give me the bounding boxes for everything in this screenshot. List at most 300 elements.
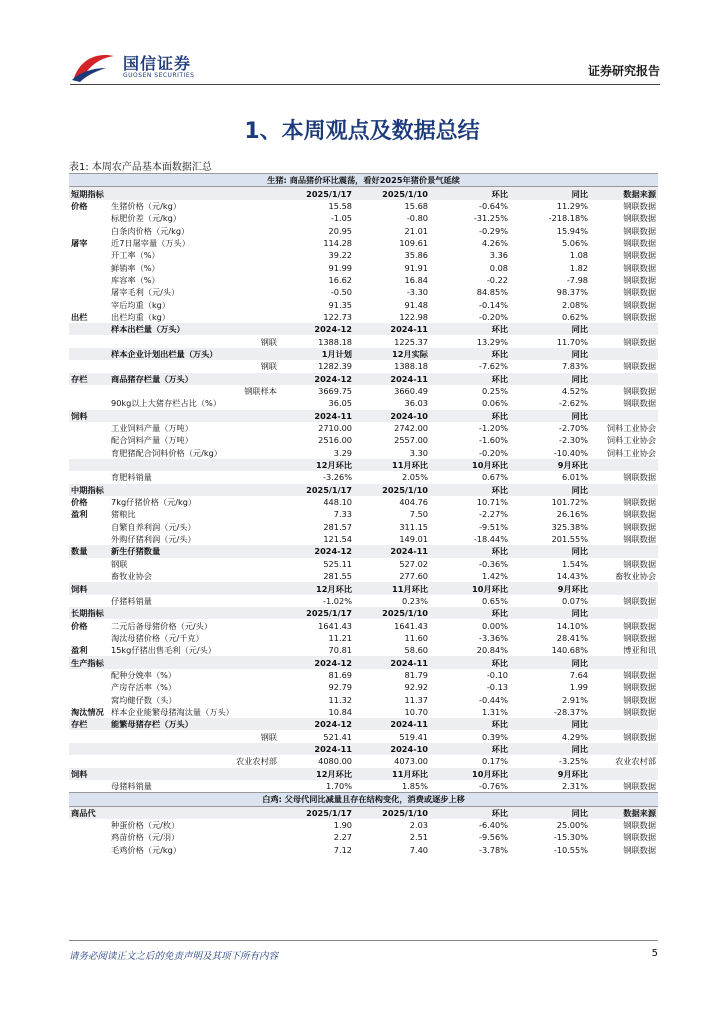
footer-divider <box>69 940 658 941</box>
table-row <box>69 261 658 273</box>
cell-mom: 环比 <box>430 743 510 755</box>
cell-yoy: 101.72% <box>551 497 588 508</box>
table-row <box>69 533 658 545</box>
cell-mom: 10.71% <box>476 497 508 508</box>
table-row <box>69 508 658 520</box>
cell-category: 商品代 <box>69 806 109 819</box>
cell-category <box>69 743 109 755</box>
cell-source: 钢联数据 <box>623 497 657 508</box>
cell-source <box>590 768 658 780</box>
cell-previous: -3.30 <box>406 287 428 298</box>
cell-mom: 10月环比 <box>430 582 510 594</box>
table-caption: 表1: 本周农产品基本面数据汇总 <box>69 162 212 173</box>
cell-category <box>69 730 109 742</box>
cell-yoy: 98.37% <box>556 287 588 298</box>
cell-category <box>69 831 109 843</box>
cell-yoy: 同比 <box>510 743 590 755</box>
table-row <box>69 311 658 323</box>
cell-current: -0.50 <box>330 287 352 298</box>
cell-previous: 2024-11 <box>354 545 430 557</box>
section-banner-row <box>69 174 658 187</box>
cell-source <box>590 348 658 360</box>
cell-previous: 2025/1/10 <box>354 187 430 200</box>
cell-source: 钢联数据 <box>623 262 657 273</box>
cell-indicator: 猪粮比 <box>111 509 136 520</box>
cell-indicator: 母猪料销量 <box>111 781 152 792</box>
cell-current: 11.21 <box>328 632 352 643</box>
table-row <box>69 447 658 459</box>
cell-mom: 0.65% <box>481 595 508 606</box>
cell-previous: 92.92 <box>404 682 428 693</box>
table-row <box>69 249 658 261</box>
cell-current: 1388.18 <box>318 336 352 347</box>
cell-category <box>69 533 109 545</box>
cell-mom: 环比 <box>430 545 510 557</box>
cell-indicator: 畜牧业协会 <box>111 571 152 582</box>
cell-indicator: 钢联 <box>260 336 277 347</box>
cell-source: 钢联数据 <box>623 361 657 372</box>
table-row <box>69 434 658 446</box>
cell-mom: -3.78% <box>479 844 508 855</box>
cell-previous: 527.02 <box>399 558 428 569</box>
cell-previous: 7.40 <box>409 844 428 855</box>
cell-mom: 环比 <box>430 323 510 335</box>
cell-current: 1641.43 <box>318 620 352 631</box>
cell-source <box>590 656 658 668</box>
cell-current: 2024-12 <box>279 323 354 335</box>
cell-current: -1.02% <box>323 595 352 606</box>
cell-yoy: 1.82 <box>569 262 588 273</box>
cell-previous: 109.61 <box>399 237 428 248</box>
cell-indicator: 生猪价格（元/kg） <box>111 200 182 211</box>
cell-indicator: 窝均健仔数（头） <box>111 694 177 705</box>
cell-yoy: 同比 <box>510 187 590 200</box>
cell-mom: 环比 <box>430 806 510 819</box>
cell-category: 出栏 <box>71 311 88 322</box>
cell-indicator <box>109 607 279 619</box>
cell-indicator: 鲜销率（%） <box>111 262 160 273</box>
cell-category: 长期指标 <box>69 607 109 619</box>
cell-yoy: 同比 <box>510 545 590 557</box>
cell-indicator: 近7日屠宰量（万头） <box>111 237 190 248</box>
table-row <box>69 619 658 631</box>
cell-yoy: 7.64 <box>569 669 588 680</box>
cell-category: 饲料 <box>69 410 109 422</box>
cell-yoy: 14.10% <box>556 620 588 631</box>
cell-yoy: 15.94% <box>556 225 588 236</box>
cell-category <box>69 274 109 286</box>
cell-indicator: 宰后均重（kg） <box>111 299 171 310</box>
cell-yoy: 同比 <box>510 323 590 335</box>
cell-indicator: 毛鸡价格（元/kg） <box>111 844 182 855</box>
table-row <box>69 706 658 718</box>
cell-category <box>69 819 109 831</box>
cell-current: 2025/1/17 <box>279 187 354 200</box>
cell-yoy: 7.83% <box>561 361 588 372</box>
table-row <box>69 521 658 533</box>
page-header <box>70 50 660 86</box>
cell-mom: -1.20% <box>479 423 508 434</box>
cell-mom: 20.84% <box>476 645 508 656</box>
cell-yoy: 2.31% <box>561 781 588 792</box>
cell-source: 钢联数据 <box>623 336 657 347</box>
cell-category <box>69 335 109 347</box>
cell-mom: 10月环比 <box>430 768 510 780</box>
cell-current: 281.55 <box>323 571 352 582</box>
cell-mom: 环比 <box>430 484 510 496</box>
cell-source <box>590 743 658 755</box>
cell-current: 7.33 <box>333 509 352 520</box>
cell-previous: 11月环比 <box>354 459 430 471</box>
cell-current: 70.81 <box>328 645 352 656</box>
cell-previous: 81.79 <box>404 669 428 680</box>
cell-category <box>69 348 109 360</box>
cell-current: 16.62 <box>328 274 352 285</box>
cell-mom: -0.44% <box>479 694 508 705</box>
cell-mom: 环比 <box>430 607 510 619</box>
cell-previous: 122.98 <box>399 311 428 322</box>
cell-current: -3.26% <box>323 472 352 483</box>
cell-indicator: 育肥料销量 <box>111 472 152 483</box>
cell-previous: 0.23% <box>401 595 428 606</box>
table-row <box>69 224 658 236</box>
cell-category: 淘汰情况 <box>71 706 104 717</box>
cell-source: 钢联数据 <box>623 472 657 483</box>
cell-previous: 4073.00 <box>394 756 428 767</box>
table-row <box>69 558 658 570</box>
cell-category: 短期指标 <box>69 187 109 200</box>
cell-mom: -0.76% <box>479 781 508 792</box>
cell-category: 价格 <box>71 620 88 631</box>
header-divider <box>70 84 660 85</box>
cell-previous: 2.51 <box>409 832 428 843</box>
cell-category: 价格 <box>71 200 88 211</box>
cell-source: 钢联数据 <box>623 521 657 532</box>
cell-source: 钢联数据 <box>623 200 657 211</box>
cell-category <box>69 249 109 261</box>
cell-source: 饲料工业协会 <box>606 423 657 434</box>
cell-category <box>69 780 109 793</box>
disclaimer-note: 请务必阅读正文之后的免责声明及其项下所有内容 <box>69 951 279 962</box>
cell-indicator <box>109 806 279 819</box>
cell-mom: -0.29% <box>479 225 508 236</box>
cell-mom: -31.25% <box>473 213 508 224</box>
cell-previous: 91.48 <box>404 299 428 310</box>
cell-previous: 16.84 <box>404 274 428 285</box>
cell-yoy: 201.55% <box>551 534 588 545</box>
cell-previous: 2024-11 <box>354 718 430 730</box>
cell-current: 1.70% <box>325 781 352 792</box>
table-row <box>69 844 658 856</box>
table-row <box>69 496 658 508</box>
cell-previous: 2024-10 <box>354 743 430 755</box>
logo-icon <box>70 50 118 84</box>
cell-previous: 2557.00 <box>394 435 428 446</box>
cell-mom: 环比 <box>430 187 510 200</box>
table-row <box>69 570 658 582</box>
cell-previous: 149.01 <box>399 534 428 545</box>
table-row <box>69 780 658 793</box>
cell-yoy: -2.62% <box>559 398 588 409</box>
cell-indicator: 育肥猪配合饲料价格（元/kg） <box>111 447 222 458</box>
cell-mom: 1.42% <box>481 571 508 582</box>
cell-current: 121.54 <box>323 534 352 545</box>
cell-current: 3.29 <box>333 447 352 458</box>
cell-current: 92.79 <box>328 682 352 693</box>
cell-yoy: 同比 <box>510 656 590 668</box>
table-row <box>69 397 658 409</box>
cell-previous: 2024-11 <box>354 656 430 668</box>
cell-previous: 58.60 <box>404 645 428 656</box>
table-header-row <box>69 582 658 594</box>
cell-yoy: 140.68% <box>551 645 588 656</box>
cell-mom: -9.56% <box>479 832 508 843</box>
table-header-row <box>69 373 658 385</box>
table-row <box>69 274 658 286</box>
cell-previous: 1641.43 <box>394 620 428 631</box>
logo-text-en: GUOSEN SECURITIES <box>123 72 195 79</box>
cell-source: 钢联数据 <box>623 213 657 224</box>
cell-indicator <box>109 410 279 422</box>
cell-mom: -18.44% <box>473 534 508 545</box>
cell-current: 12月环比 <box>279 459 354 471</box>
cell-indicator: 配种分娩率（%） <box>111 669 177 680</box>
cell-yoy: 同比 <box>510 484 590 496</box>
cell-indicator: 钢联 <box>260 731 277 742</box>
table-header-row <box>69 806 658 819</box>
cell-previous: 91.91 <box>404 262 428 273</box>
table-row <box>69 730 658 742</box>
cell-indicator: 钢联 <box>260 361 277 372</box>
cell-previous: 2025/1/10 <box>354 806 430 819</box>
cell-previous: 3.30 <box>409 447 428 458</box>
cell-current: 12月环比 <box>279 768 354 780</box>
table-row <box>69 360 658 372</box>
cell-current: 2025/1/17 <box>279 607 354 619</box>
table-header-row <box>69 545 658 557</box>
cell-category <box>69 595 109 607</box>
cell-previous: 2024-11 <box>354 373 430 385</box>
cell-indicator <box>109 459 279 471</box>
cell-current: 2024-11 <box>279 743 354 755</box>
cell-current: 12月环比 <box>279 582 354 594</box>
table-row <box>69 212 658 224</box>
cell-indicator <box>109 187 279 200</box>
cell-previous: 311.15 <box>399 521 428 532</box>
cell-previous: 2024-11 <box>354 323 430 335</box>
cell-indicator: 90kg以上大猪存栏占比（%） <box>111 398 222 409</box>
cell-mom: 环比 <box>430 656 510 668</box>
cell-current: 4080.00 <box>318 756 352 767</box>
cell-previous: 21.01 <box>404 225 428 236</box>
cell-current: 2025/1/17 <box>279 484 354 496</box>
cell-previous: 11月环比 <box>354 768 430 780</box>
cell-mom: -2.27% <box>479 509 508 520</box>
cell-previous: 36.03 <box>404 398 428 409</box>
cell-yoy: 11.29% <box>556 200 588 211</box>
cell-mom: 84.85% <box>476 287 508 298</box>
page-number: 5 <box>651 948 658 959</box>
cell-mom: -0.22 <box>486 274 508 285</box>
table-row <box>69 831 658 843</box>
cell-source: 钢联数据 <box>623 706 657 717</box>
cell-yoy: 9月环比 <box>510 459 590 471</box>
cell-mom: -3.36% <box>479 632 508 643</box>
cell-yoy: -7.98 <box>566 274 588 285</box>
cell-mom: 环比 <box>430 373 510 385</box>
table-header-row <box>69 656 658 668</box>
cell-yoy: 9月环比 <box>510 768 590 780</box>
cell-previous: 1.85% <box>401 781 428 792</box>
cell-indicator: 屠宰毛利（元/头） <box>111 287 180 298</box>
cell-previous: 2.03 <box>409 820 428 831</box>
cell-indicator: 钢联 <box>111 558 128 569</box>
table-row <box>69 595 658 607</box>
cell-source: 钢联数据 <box>623 820 657 831</box>
agri-data-table <box>69 173 658 856</box>
cell-category: 存栏 <box>69 718 109 730</box>
table-row <box>69 298 658 310</box>
cell-previous: 11月环比 <box>354 582 430 594</box>
cell-mom: 环比 <box>430 718 510 730</box>
cell-previous: 7.50 <box>409 509 428 520</box>
cell-category <box>69 286 109 298</box>
cell-current: 281.57 <box>323 521 352 532</box>
cell-current: 15.58 <box>328 200 352 211</box>
cell-mom: 0.06% <box>481 398 508 409</box>
cell-current: 2024-12 <box>279 545 354 557</box>
cell-indicator: 鸡苗价格（元/羽） <box>111 832 180 843</box>
cell-source <box>590 323 658 335</box>
cell-mom: -9.51% <box>479 521 508 532</box>
table-header-row <box>69 459 658 471</box>
section-banner-row <box>69 793 658 806</box>
cell-previous: 2.05% <box>401 472 428 483</box>
table-header-row <box>69 607 658 619</box>
cell-source: 钢联数据 <box>623 844 657 855</box>
cell-category <box>69 434 109 446</box>
cell-indicator: 开工率（%） <box>111 250 160 261</box>
cell-yoy: 同比 <box>510 806 590 819</box>
cell-indicator: 农业农村部 <box>236 756 277 767</box>
cell-current: 81.69 <box>328 669 352 680</box>
cell-previous: 277.60 <box>399 571 428 582</box>
table-row <box>69 200 658 212</box>
cell-current: 2516.00 <box>318 435 352 446</box>
cell-mom: -0.13 <box>486 682 508 693</box>
cell-yoy: 6.01% <box>561 472 588 483</box>
cell-source <box>590 718 658 730</box>
table-header-row <box>69 484 658 496</box>
cell-yoy: 同比 <box>510 348 590 360</box>
cell-category: 盈利 <box>71 509 88 520</box>
cell-source: 钢联数据 <box>623 781 657 792</box>
cell-previous: 12月实际 <box>354 348 430 360</box>
cell-source: 钢联数据 <box>623 287 657 298</box>
cell-category <box>69 844 109 856</box>
cell-category <box>69 755 109 767</box>
cell-indicator: 种蛋价格（元/枚） <box>111 820 180 831</box>
cell-current: 1月计划 <box>279 348 354 360</box>
cell-current: 2024-12 <box>279 373 354 385</box>
cell-source <box>590 607 658 619</box>
cell-current: 448.10 <box>323 497 352 508</box>
cell-mom: 环比 <box>430 410 510 422</box>
cell-category <box>69 471 109 483</box>
cell-yoy: 同比 <box>510 373 590 385</box>
cell-category <box>69 669 109 681</box>
cell-yoy: 0.07% <box>561 595 588 606</box>
cell-source: 数据来源 <box>590 806 658 819</box>
cell-yoy: 1.08 <box>569 250 588 261</box>
cell-yoy: 5.06% <box>561 237 588 248</box>
cell-indicator: 样本出栏量（万头） <box>109 323 279 335</box>
cell-category <box>69 385 109 397</box>
cell-indicator <box>109 656 279 668</box>
cell-source <box>590 373 658 385</box>
cell-source: 钢联数据 <box>623 558 657 569</box>
cell-indicator: 淘汰母猪价格（元/千克） <box>111 632 204 643</box>
cell-yoy: 25.00% <box>556 820 588 831</box>
cell-category: 价格 <box>71 497 88 508</box>
cell-category: 生产指标 <box>69 656 109 668</box>
cell-source: 钢联数据 <box>623 534 657 545</box>
logo-text-cn: 国信证券 <box>123 54 192 73</box>
guosen-logo <box>70 50 210 84</box>
cell-previous: -0.80 <box>406 213 428 224</box>
cell-previous: 1225.37 <box>394 336 428 347</box>
cell-previous: 2025/1/10 <box>354 607 430 619</box>
cell-source: 饲料工业协会 <box>606 435 657 446</box>
cell-yoy: 28.41% <box>556 632 588 643</box>
cell-category: 屠宰 <box>71 237 88 248</box>
cell-source: 钢联数据 <box>623 274 657 285</box>
cell-mom: -0.64% <box>479 200 508 211</box>
cell-yoy: 26.16% <box>556 509 588 520</box>
cell-category <box>69 521 109 533</box>
cell-current: 91.35 <box>328 299 352 310</box>
cell-yoy: 14.43% <box>556 571 588 582</box>
cell-current: 7.12 <box>333 844 352 855</box>
cell-category: 存栏 <box>69 373 109 385</box>
cell-mom: -0.14% <box>479 299 508 310</box>
report-type: 证券研究报告 <box>587 64 660 78</box>
cell-current: 114.28 <box>323 237 352 248</box>
cell-yoy: -10.40% <box>553 447 588 458</box>
cell-yoy: -218.18% <box>548 213 588 224</box>
table-header-row <box>69 187 658 200</box>
cell-mom: -0.36% <box>479 558 508 569</box>
cell-category <box>69 459 109 471</box>
cell-category <box>69 422 109 434</box>
cell-current: 2024-12 <box>279 656 354 668</box>
table-row <box>69 286 658 298</box>
cell-yoy: -3.25% <box>559 756 588 767</box>
cell-source: 钢联数据 <box>623 311 657 322</box>
cell-indicator <box>109 743 279 755</box>
cell-source: 钢联数据 <box>623 620 657 631</box>
cell-indicator: 样本企业能繁母猪淘汰量（万头） <box>111 706 234 717</box>
cell-indicator: 7kg仔猪价格（元/kg） <box>111 497 197 508</box>
table-row <box>69 632 658 644</box>
table-row <box>69 237 658 249</box>
cell-category <box>69 558 109 570</box>
cell-indicator: 白条肉价格（元/kg） <box>111 225 190 236</box>
cell-source <box>590 484 658 496</box>
cell-current: 20.95 <box>328 225 352 236</box>
cell-source: 博亚和讯 <box>623 645 657 656</box>
table-header-row <box>69 743 658 755</box>
